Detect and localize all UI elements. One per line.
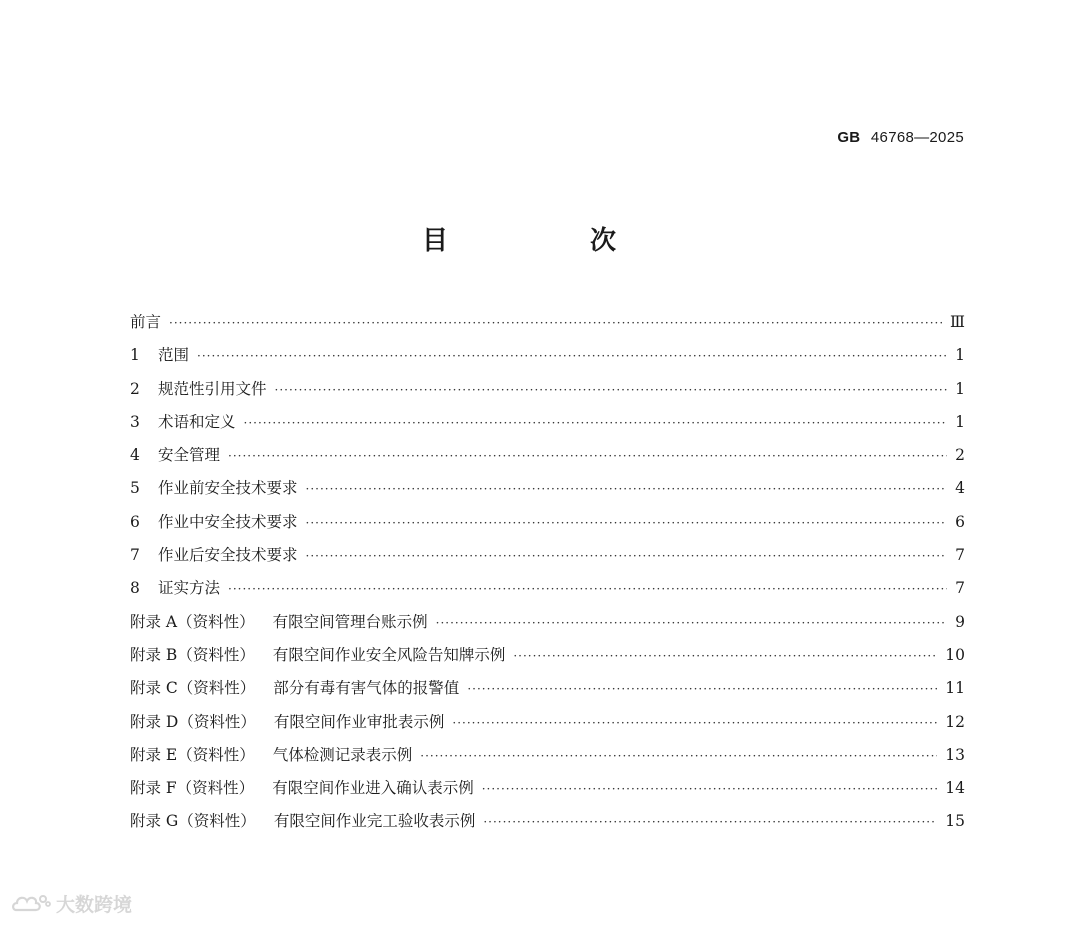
toc-section-number: 2 [130,379,140,398]
toc-title: 部分有毒有害气体的报警值 [273,679,460,698]
toc-section-number: 1 [130,346,140,365]
toc-dot-leader [483,815,937,829]
toc-title: 作业后安全技术要求 [158,546,298,565]
toc-dot-leader [244,416,947,430]
toc-entry[interactable] [130,676,965,709]
toc-dot-leader [482,782,938,796]
toc-title: 范围 [158,346,190,365]
toc-title: 作业前安全技术要求 [158,479,298,498]
toc-section-number: 7 [130,546,140,565]
toc-page-number: 15 [945,812,965,831]
toc-entry[interactable] [130,743,965,776]
watermark-text: 大数跨境 [56,894,133,916]
toc-title: 前言 [130,313,162,331]
toc-entry[interactable] [130,809,965,842]
toc-entry[interactable] [130,643,965,676]
table-of-contents [130,310,965,843]
toc-title: 气体检测记录表示例 [272,745,413,764]
toc-section-number: 5 [130,479,140,498]
toc-annex-label: 附录 G（资料性） [130,812,256,831]
toc-dot-leader [420,749,937,763]
toc-annex-label: 附录 E（资料性） [130,745,255,764]
toc-section-number: 6 [130,512,140,531]
toc-page-number: 1 [955,346,965,365]
toc-page-number: Ⅲ [950,313,965,331]
toc-dot-leader [513,649,937,663]
toc-entry[interactable] [130,476,965,509]
toc-annex-label: 附录 F（资料性） [130,779,255,798]
toc-dot-leader [197,349,947,363]
toc-entry[interactable] [130,443,965,476]
toc-page-number: 13 [945,745,965,764]
toc-page-number: 2 [955,446,965,465]
toc-entry[interactable] [130,343,965,376]
standard-code [837,129,964,146]
toc-annex-label: 附录 D（资料性） [130,712,256,731]
page-title: 目 次 [421,226,674,256]
toc-dot-leader [467,682,937,696]
toc-section-number: 8 [130,579,140,598]
toc-section-number: 3 [130,412,140,431]
toc-title: 证实方法 [158,579,221,598]
toc-dot-leader [452,716,937,730]
toc-title: 有限空间作业进入确认表示例 [272,779,474,798]
toc-entry[interactable] [130,510,965,543]
watermark [10,890,132,917]
toc-dot-leader [306,549,947,563]
toc-dot-leader [228,449,947,463]
toc-dot-leader [306,516,947,530]
toc-dot-leader [228,582,947,596]
toc-entry[interactable] [130,410,965,443]
standard-prefix: GB [837,129,861,146]
toc-page-number: 9 [955,612,965,631]
toc-title: 安全管理 [158,446,221,465]
toc-title: 作业中安全技术要求 [158,512,298,531]
toc-entry[interactable] [130,377,965,410]
toc-page-number: 14 [945,779,965,798]
standard-number: 46768—2025 [870,129,964,146]
toc-entry[interactable] [130,610,965,643]
toc-entry[interactable] [130,576,965,609]
toc-annex-label: 附录 A（资料性） [130,612,255,631]
toc-title: 术语和定义 [158,412,236,431]
toc-page-number: 12 [945,712,965,731]
toc-dot-leader [275,383,947,397]
toc-title: 有限空间作业审批表示例 [273,712,445,731]
toc-title: 有限空间作业完工验收表示例 [273,812,476,831]
toc-title: 规范性引用文件 [158,379,267,398]
toc-section-number: 4 [130,446,140,465]
toc-page-number: 4 [955,479,965,498]
toc-entry[interactable] [130,710,965,743]
toc-page-number: 10 [945,645,965,664]
cloud-logo-icon [10,892,52,916]
toc-page-number: 7 [955,579,965,598]
toc-entry[interactable] [130,310,965,343]
toc-page-number: 7 [955,546,965,565]
toc-annex-label: 附录 B（资料性） [130,645,255,664]
toc-page-number: 6 [955,512,965,531]
toc-title: 有限空间作业安全风险告知牌示例 [272,645,506,664]
toc-annex-label: 附录 C（资料性） [130,679,256,698]
toc-entry[interactable] [130,776,965,809]
toc-page-number: 1 [955,412,965,431]
toc-dot-leader [436,616,947,630]
toc-dot-leader [169,316,942,330]
toc-page-number: 1 [955,379,965,398]
toc-title: 有限空间管理台账示例 [272,612,428,631]
toc-entry[interactable] [130,543,965,576]
toc-dot-leader [306,482,947,496]
toc-page-number: 11 [945,679,965,698]
